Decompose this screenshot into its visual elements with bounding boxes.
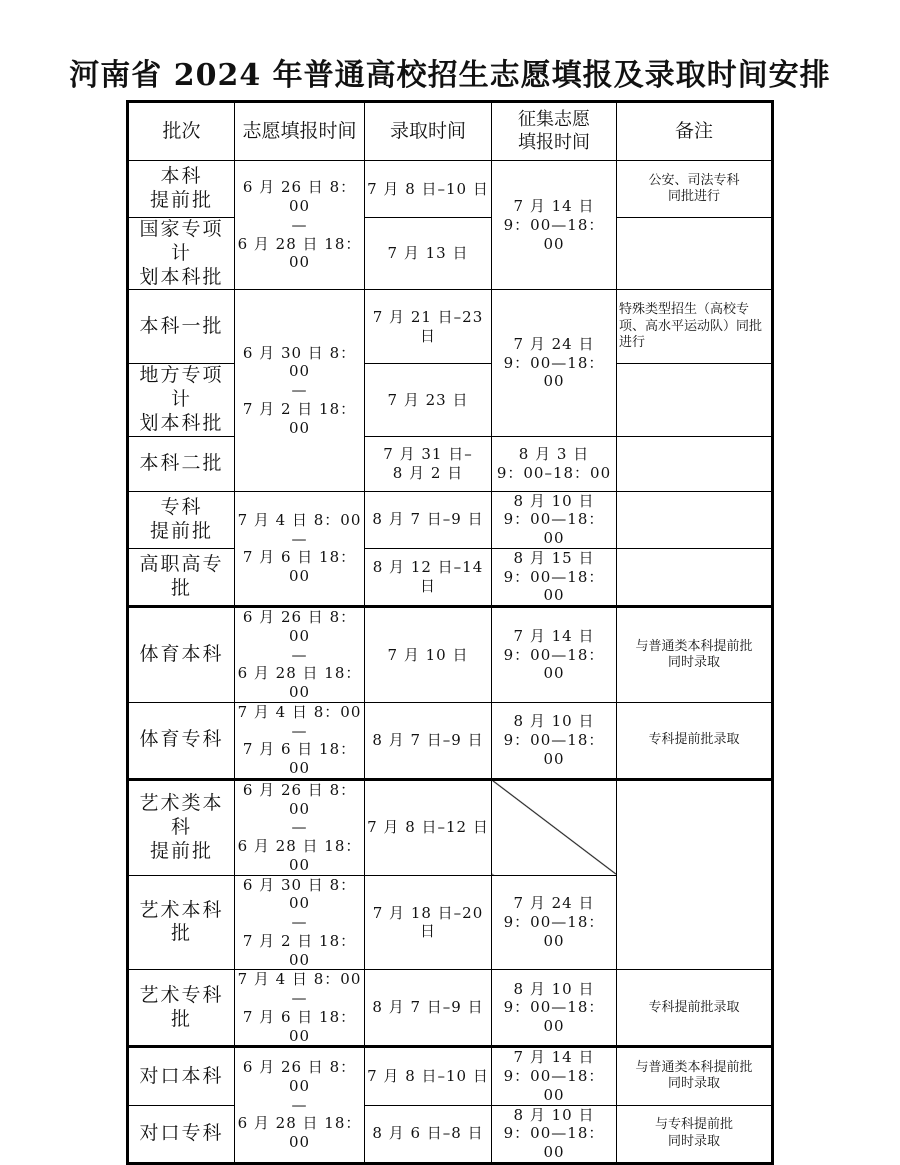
note-cell: 专科提前批录取 [617,702,773,779]
header-batch: 批次 [128,102,235,161]
note-cell [617,491,773,548]
admit-time-cell: 8 月 12 日–14 日 [365,548,492,606]
note-cell [617,779,773,970]
batch-cell: 艺术专科批 [128,970,235,1047]
solicit-time-cell: 8 月 3 日 9：00–18：00 [492,436,617,491]
batch-cell: 体育本科 [128,607,235,703]
solicit-time-cell: 7 月 14 日 9：00—18：00 [492,607,617,703]
admit-time-cell: 7 月 8 日–10 日 [365,161,492,218]
batch-cell: 专科 提前批 [128,491,235,548]
admit-time-cell: 7 月 8 日–10 日 [365,1047,492,1105]
note-cell: 特殊类型招生（高校专项、高水平运动队）同批进行 [617,290,773,364]
fill-time-cell: 6 月 26 日 8：00 — 6 月 28 日 18：00 [235,607,365,703]
header-admit-time: 录取时间 [365,102,492,161]
admit-time-cell: 7 月 18 日–20 日 [365,875,492,970]
note-cell: 与普通类本科提前批 同时录取 [617,607,773,703]
admit-time-cell: 8 月 6 日–8 日 [365,1105,492,1163]
admit-time-cell: 7 月 13 日 [365,218,492,290]
batch-cell: 本科二批 [128,436,235,491]
table-row [128,491,773,548]
admit-time-cell: 8 月 7 日–9 日 [365,970,492,1047]
table-row [128,161,773,218]
table-row [128,702,773,779]
note-cell: 公安、司法专科 同批进行 [617,161,773,218]
admit-time-cell: 7 月 10 日 [365,607,492,703]
fill-time-cell: 6 月 26 日 8：00 — 6 月 28 日 18：00 [235,1047,365,1164]
table-row [128,548,773,606]
admit-time-cell: 7 月 23 日 [365,364,492,436]
batch-cell: 体育专科 [128,702,235,779]
batch-cell: 本科一批 [128,290,235,364]
solicit-time-cell: 7 月 14 日 9：00—18：00 [492,161,617,290]
header-note: 备注 [617,102,773,161]
table-row [128,364,773,436]
empty-diagonal-cell [492,779,617,875]
solicit-time-cell: 7 月 14 日 9：00—18：00 [492,1047,617,1105]
admit-time-cell: 7 月 31 日– 8 月 2 日 [365,436,492,491]
fill-time-cell: 6 月 26 日 8：00 — 6 月 28 日 18：00 [235,779,365,875]
batch-cell: 艺术本科批 [128,875,235,970]
header-solicit-time: 征集志愿 填报时间 [492,102,617,161]
table-row [128,436,773,491]
solicit-time-cell: 8 月 10 日 9：00—18：00 [492,970,617,1047]
solicit-time-cell: 8 月 10 日 9：00—18：00 [492,702,617,779]
solicit-time-cell: 7 月 24 日 9：00—18：00 [492,290,617,436]
note-cell [617,548,773,606]
note-cell: 专科提前批录取 [617,970,773,1047]
table-row [128,218,773,290]
admit-time-cell: 8 月 7 日–9 日 [365,702,492,779]
table-row [128,607,773,703]
note-cell: 与普通类本科提前批 同时录取 [617,1047,773,1105]
batch-cell: 艺术类本科 提前批 [128,779,235,875]
table-row [128,290,773,364]
header-fill-time: 志愿填报时间 [235,102,365,161]
fill-time-cell: 7 月 4 日 8：00 — 7 月 6 日 18：00 [235,491,365,607]
note-cell [617,364,773,436]
table-row [128,1047,773,1105]
schedule-table-container [126,100,771,1165]
page-title: 河南省 2024 年普通高校招生志愿填报及录取时间安排 [69,58,831,93]
fill-time-cell: 7 月 4 日 8：00 — 7 月 6 日 18：00 [235,702,365,779]
batch-cell: 对口专科 [128,1105,235,1163]
fill-time-cell: 6 月 26 日 8：00 — 6 月 28 日 18：00 [235,161,365,290]
note-cell [617,436,773,491]
table-row [128,779,773,875]
admit-time-cell: 8 月 7 日–9 日 [365,491,492,548]
table-row [128,970,773,1047]
solicit-time-cell: 8 月 15 日 9：00—18：00 [492,548,617,606]
admit-time-cell: 7 月 8 日–12 日 [365,779,492,875]
note-cell [617,218,773,290]
solicit-time-cell: 8 月 10 日 9：00—18：00 [492,1105,617,1163]
admit-time-cell: 7 月 21 日–23 日 [365,290,492,364]
fill-time-cell: 6 月 30 日 8：00 — 7 月 2 日 18：00 [235,290,365,491]
table-row [128,1105,773,1163]
batch-cell: 对口本科 [128,1047,235,1105]
solicit-time-cell: 7 月 24 日 9：00—18：00 [492,875,617,970]
note-cell: 与专科提前批 同时录取 [617,1105,773,1163]
schedule-table [126,100,774,1165]
batch-cell: 高职高专批 [128,548,235,606]
batch-cell: 地方专项计 划本科批 [128,364,235,436]
batch-cell: 国家专项计 划本科批 [128,218,235,290]
batch-cell: 本科 提前批 [128,161,235,218]
fill-time-cell: 7 月 4 日 8：00 — 7 月 6 日 18：00 [235,970,365,1047]
solicit-time-cell: 8 月 10 日 9：00—18：00 [492,491,617,548]
header-row [128,102,773,161]
fill-time-cell: 6 月 30 日 8：00 — 7 月 2 日 18：00 [235,875,365,970]
